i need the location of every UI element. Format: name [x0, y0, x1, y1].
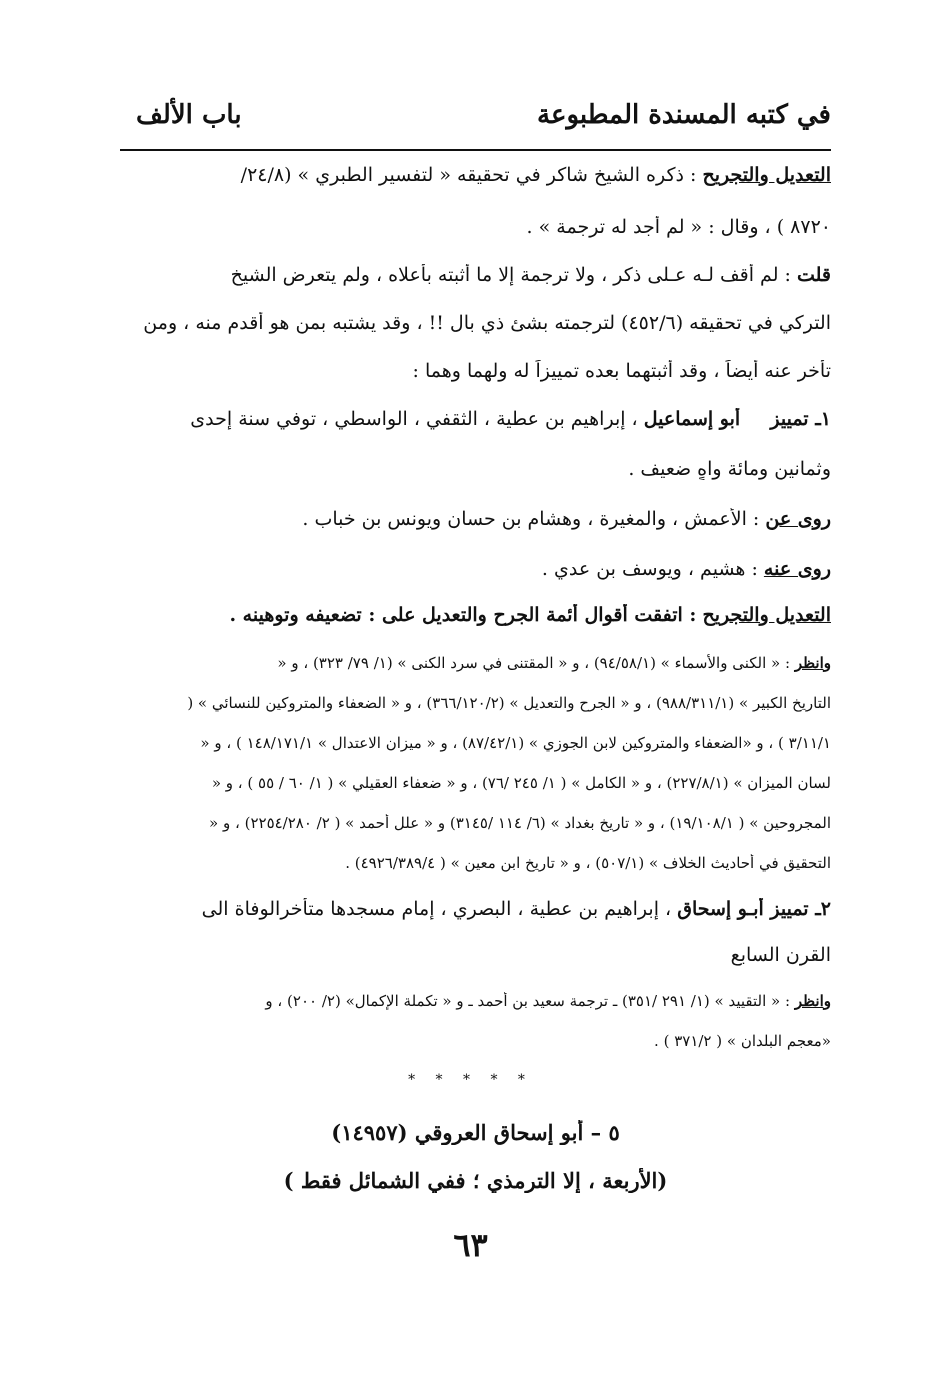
running-header-title: في كتبه المسندة المطبوعة: [537, 100, 831, 130]
text-line-1: [120, 164, 831, 186]
line-text: : ذكره الشيخ شاكر في تحقيقه « لتفسير الطبري » (٢٤/٨/: [240, 164, 697, 186]
item-name: أبو إسماعيل: [643, 408, 741, 430]
text-line-19: [120, 992, 831, 1010]
line-text: : اتفقت أقوال أئمة الجرح والتعديل على : تضعيفه وتوهينه .: [229, 604, 697, 626]
text-line-20: [120, 1032, 831, 1050]
section-label: وانظر: [794, 992, 831, 1010]
section-separator: * * * * *: [408, 1072, 533, 1088]
text-line-4: [120, 312, 831, 334]
text-line-9: [120, 558, 831, 580]
line-text: ٨٧٢٠ ) ، وقال : « لم أجد له ترجمة » .: [526, 216, 831, 238]
item-label: ١ـ تمييز: [770, 408, 831, 430]
line-text: القرن السابع: [730, 944, 831, 966]
line-text: : « الكنى والأسماء » (٩٤/٥٨/١) ، و « المقتنى في سرد الكنى » (١/ ٧٩/ ٣٢٣) ، و «: [277, 654, 791, 672]
line-text: ، إبراهيم بن عطية ، البصري ، إمام مسجدها متأخرالوفاة الى: [201, 898, 672, 920]
text-line-14: [120, 774, 831, 792]
text-line-5: [120, 360, 831, 382]
line-text: : هشيم ، ويوسف بن عدي .: [541, 558, 758, 580]
section-label: التعديل والتجريح: [702, 604, 831, 626]
running-header-chapter: باب الألف: [136, 100, 242, 130]
line-text: : لم أقف لـه عـلى ذكر ، ولا ترجمة إلا ما أثبته بأعلاه ، ولم يتعرض الشيخ: [230, 264, 791, 286]
heading-text: ٥ – أبو إسحاق العروقي (١٤٩٥٧): [331, 1120, 620, 1145]
line-text: المجروحين » ( ١٩/١٠٨/١) ، و « تاريخ بغداد » (٦/ ١١٤ /٣١٤٥) و « علل أحمد » ( ٢/ ٢٢٥٤/٢٨٠) ، و «: [209, 814, 831, 832]
line-text: لسان الميزان » (٢٢٧/٨/١) ، و « الكامل » ( ١/ ٢٤٥ /٧٦) ، و « ضعفاء العقيلي » ( ١/ ٦٠ / ٥٥ ) ، و «: [211, 774, 831, 792]
section-label: التعديل والتجريح: [702, 164, 831, 186]
text-line-10: [120, 604, 831, 626]
line-text: التركي في تحقيقه (٤٥٢/٦) لترجمته بشئ ذي بال !! ، وقد يشتبه بمن هو أقدم منه ، ومن: [143, 312, 831, 334]
line-text: ، إبراهيم بن عطية ، الثقفي ، الواسطي ، توفي سنة إحدى: [190, 408, 638, 430]
text-line-2: [120, 216, 831, 238]
text-line-7: [120, 458, 831, 480]
text-line-18: [120, 944, 831, 966]
text-line-11: [120, 654, 831, 672]
text-line-13: [120, 734, 831, 752]
section-label: قلت: [796, 264, 831, 286]
section-label: روى عنه: [763, 558, 831, 580]
text-line-15: [120, 814, 831, 832]
line-text: وثمانين ومائة واهٍ ضعيف .: [628, 458, 831, 480]
line-text: تأخر عنه أيضاً ، وقد أثبتهما بعده تمييزاً له ولهما وهما :: [412, 360, 831, 382]
text-line-6: [120, 408, 831, 430]
section-label: روى عن: [765, 508, 831, 530]
line-text: : الأعمش ، والمغيرة ، وهشام بن حسان ويونس بن خباب .: [302, 508, 760, 530]
page-number: ٦٣: [453, 1226, 488, 1264]
heading-text: (الأربعة ، إلا الترمذي ؛ ففي الشمائل فقط ): [283, 1168, 668, 1193]
text-line-8: [120, 508, 831, 530]
text-line-17: [120, 898, 831, 920]
text-line-16: [120, 854, 831, 872]
entry-subheading: [120, 1168, 831, 1193]
line-text: التحقيق في أحاديث الخلاف » (٥٠٧/١) ، و « تاريخ ابن معين » ( ٤٩٢٦/٣٨٩/٤) .: [345, 854, 831, 872]
item-label: ٢ـ تمييز أبـو إسحاق: [677, 898, 831, 920]
line-text: ٣/١١/١ ) ، و «الضعفاء والمتروكين لابن الجوزي » (٨٧/٤٢/١) ، و « ميزان الاعتدال » ١٤٨/١٧١/١ ) ، و «: [200, 734, 831, 752]
section-label: وانظر: [794, 654, 831, 672]
line-text: : « التقييد » (١/ ٢٩١ /٣٥١) ـ ترجمة سعيد بن أحمد ـ و « تكملة الإكمال» (٢/ ٢٠٠) ، و: [265, 992, 791, 1010]
line-text: «معجم البلدان » ( ٣٧١/٢ ) .: [654, 1032, 831, 1050]
text-line-12: [120, 694, 831, 712]
line-text: التاريخ الكبير » (٩٨٨/٣١١/١) ، و « الجرح والتعديل » (٣٦٦/١٢٠/٢) ، و « الضعفاء والمتروكين للنسائي » (: [187, 694, 831, 712]
text-line-3: [120, 264, 831, 286]
header-divider: [120, 149, 831, 151]
entry-heading: [120, 1120, 831, 1145]
